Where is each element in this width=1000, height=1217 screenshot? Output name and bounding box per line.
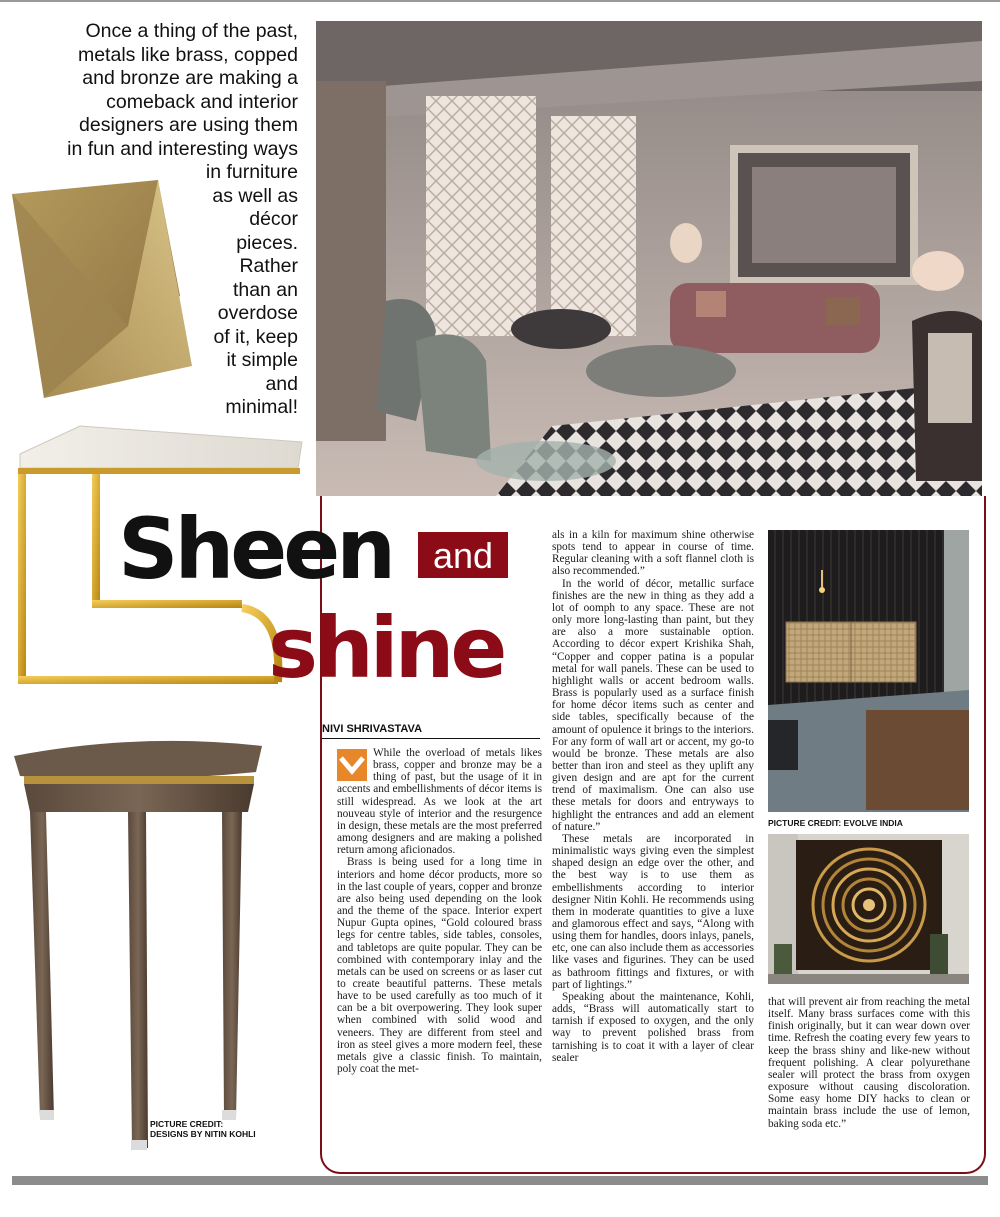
bottom-rule	[12, 1176, 988, 1185]
headline-shine: shine	[268, 599, 504, 697]
living-room-photo	[316, 21, 982, 496]
body-paragraph: While the overload of metals likes brass, copper and bronze may be a thing of past, but the usage of it in accents and embellishments of décor items is still widespread. As we look at the art nouveau style of interior and the resurgence in design, these metals are the most preferred among designers and are making a polished return among aficionados.	[337, 747, 542, 857]
intro-line: and bronze are making a	[82, 67, 298, 89]
top-rule	[0, 0, 1000, 2]
left-photo-credit	[150, 1119, 256, 1139]
body-paragraph: Speaking about the maintenance, Kohli, adds, “Brass will automatically start to tarnish if exposed to oxygen, and the only way to prevent polished brass from tarnishing is to coat it with a layer of clear sealer	[552, 990, 754, 1064]
article-column-2	[552, 529, 754, 1064]
intro-line: in furniture	[205, 161, 298, 183]
left-photo-credit-line: DESIGNS BY NITIN KOHLI	[150, 1129, 256, 1139]
byline: NIVI SHRIVASTAVA	[322, 722, 540, 739]
intro-line: Rather	[239, 255, 298, 277]
wooden-console-photo	[10, 738, 270, 1152]
headline-sheen: Sheen	[118, 500, 393, 598]
intro-line: comeback and interior	[106, 90, 298, 113]
right-photo-credit: PICTURE CREDIT: EVOLVE INDIA	[768, 818, 903, 828]
intro-line: it simple	[226, 349, 298, 371]
intro-line: as well as	[212, 184, 298, 207]
left-photo-credit-line: PICTURE CREDIT:	[150, 1119, 224, 1129]
intro-line: and	[265, 372, 298, 395]
intro-line: overdose	[217, 302, 298, 324]
orange-chevron-icon	[337, 749, 367, 781]
body-paragraph: In the world of décor, metallic surface finishes are the new in thing as they add a lot of oomph to any space. These are not only more long-lasting than paint, but they are also a more sustainable option. According to décor expert Krishika Shah, “Copper and copper patina is a popular metal for wall panels. These can be used to highlight walls or accent bedroom walls. Brass is popularly used as a surface finish for home décor items such as center and side tables, specifically because of the amount of opulence it brings to the interiors. For any form of wall art or accent, my go-to would be bronze. These metals are also better than iron and steel as they uplift any given design and are apt for the current trend of maximalism. One can also use these metals for doors and entryways to highlight the entrances and add an element of nature.”	[552, 577, 754, 833]
intro-line: décor	[249, 208, 298, 230]
intro-line: Once a thing of the past,	[85, 20, 298, 42]
body-paragraph: These metals are incorporated in minimalistic ways giving even the simplest shaped design an edge over the other, and the best way is to use them as embellishments according to interior designer Nitin Kohli. He recommends using them in moderate quantities to give a luxe and glamorous effect and says, “Along with using them for handles, doors inlays, panels, etc, one can also include them as accessories like vases and figurines. They can be used as bathroom fittings and fixtures, or with part of lightings.”	[552, 832, 755, 991]
intro-line: minimal!	[225, 396, 298, 418]
cabinet-room-photo	[768, 530, 969, 812]
article-column-1	[337, 747, 542, 1075]
article-column-3	[768, 996, 970, 1130]
body-paragraph: Brass is being used for a long time in interiors and home décor products, more so in the last couple of years, copper and bronze are also being used depending on the look and the theme of the space. Interior expert Nupur Gupta opines, “Gold coloured brass legs for centre tables, side tables, consoles, and tabletops are quite popular. They can be combined with contemporary inlay and the metals can be used on screens or as laser cut to create beautiful patterns. These metals have to be used carefully as too much of it can be a bit overpowering. They look super when combined with solid wood and veneers. They are different from steel and iron as steel gives a more modern feel, these metals give a classic finish. To maintain, poly coat the met-	[337, 856, 542, 1076]
intro-line: designers are using them	[79, 114, 298, 136]
metal-wall-art-photo	[768, 834, 969, 984]
intro-line: pieces.	[236, 231, 298, 254]
intro-line: than an	[232, 278, 298, 301]
intro-line: metals like brass, copped	[77, 43, 298, 66]
body-paragraph: als in a kiln for maximum shine otherwise spots tend to appear in course of time. Regular cleaning with a soft flannel cloth is also recommended.”	[552, 529, 754, 578]
intro-line: of it, keep	[213, 325, 298, 348]
brass-wall-decor-photo	[8, 176, 194, 406]
body-paragraph: that will prevent air from reaching the metal itself. Many brass surfaces come with this finish originally, but it can wear down over time. Refresh the coating every few years to keep the brass shiny and like-new without frequent polishing. A clear polyurethane sealer will protect the brass from oxygen exposure without causing discoloration. Some easy home DIY hacks to clean or maintain brass include the use of lemon, baking soda etc.”	[768, 996, 970, 1130]
headline-and: and	[432, 535, 494, 576]
intro-line: in fun and interesting ways	[67, 137, 298, 160]
